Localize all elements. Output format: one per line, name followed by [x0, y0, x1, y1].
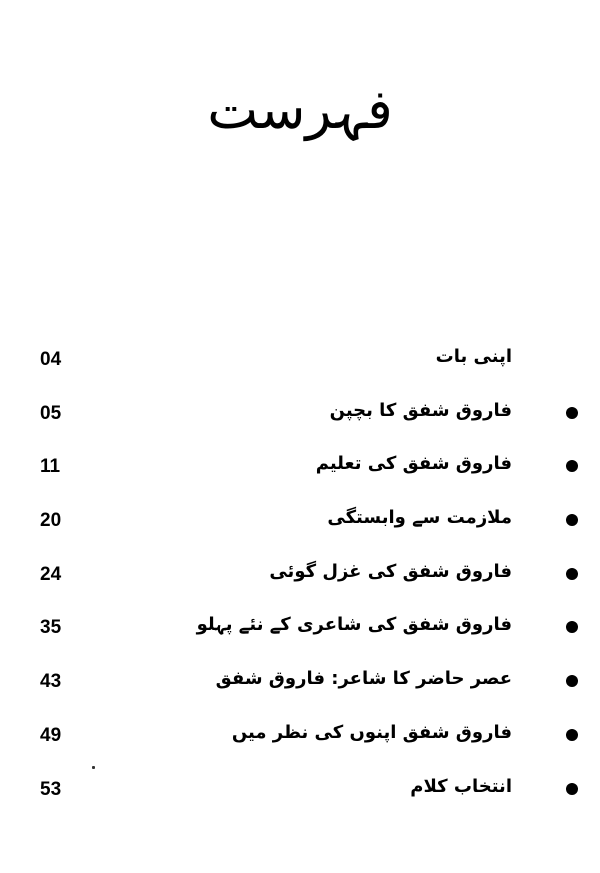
toc-page-number: 11: [40, 456, 61, 478]
toc-entry-title: انتخاب کلام: [410, 775, 512, 797]
table-of-contents: [0, 340, 600, 823]
toc-row[interactable]: [0, 716, 600, 770]
scan-speck: [92, 766, 95, 769]
bullet-icon: [566, 621, 578, 633]
toc-entry-title: اپنی بات: [435, 346, 512, 367]
toc-entry-title: فاروق شفق کی غزل گوئی: [269, 560, 512, 582]
toc-row[interactable]: [0, 662, 600, 716]
bullet-icon: [566, 675, 578, 687]
bullet-icon: [566, 407, 578, 419]
toc-page-number: 20: [40, 510, 62, 532]
toc-row[interactable]: [0, 447, 600, 501]
page-title: فہرست: [207, 78, 393, 141]
toc-entry-title: فاروق شفق اپنوں کی نظر میں: [231, 721, 512, 743]
toc-page-number: 43: [40, 671, 62, 693]
toc-page-number: 35: [40, 617, 62, 639]
toc-entry-title: فاروق شفق کی شاعری کے نئے پہلو: [196, 614, 512, 636]
toc-row[interactable]: [0, 555, 600, 609]
bullet-icon: [566, 568, 578, 580]
toc-row[interactable]: [0, 340, 600, 394]
toc-page-number: 53: [40, 778, 62, 800]
toc-row[interactable]: [0, 394, 600, 448]
toc-row[interactable]: [0, 608, 600, 662]
toc-entry-title: فاروق شفق کی تعلیم: [315, 453, 512, 475]
bullet-icon: [566, 460, 578, 472]
toc-entry-title: فاروق شفق کا بچپن: [329, 399, 512, 421]
toc-page-number: 24: [40, 563, 62, 585]
toc-page-number: 49: [40, 724, 62, 746]
bullet-icon: [566, 729, 578, 741]
toc-row[interactable]: [0, 501, 600, 555]
toc-entry-title: عصر حاضر کا شاعر: فاروق شفق: [215, 668, 512, 690]
toc-page-number: 04: [40, 349, 62, 370]
bullet-icon: [566, 514, 578, 526]
toc-row[interactable]: [0, 770, 600, 824]
bullet-icon: [566, 783, 578, 795]
toc-page-number: 05: [40, 402, 62, 424]
toc-entry-title: ملازمت سے وابستگی: [327, 507, 512, 529]
